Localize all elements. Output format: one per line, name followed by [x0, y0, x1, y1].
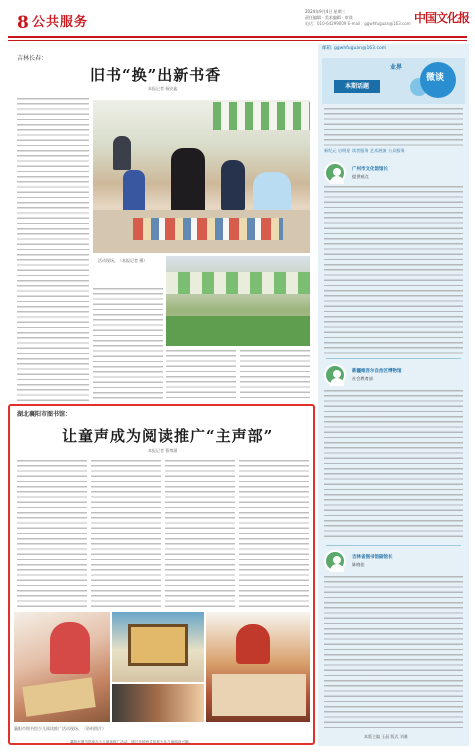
contributor-title: 社会教育部 — [352, 376, 373, 381]
contributor-title: 提供观点 — [352, 174, 369, 179]
contributor-name: 新疆维吾尔自治区博物馆 — [352, 369, 402, 374]
paper-logo: 中国文化报 — [414, 11, 470, 25]
feature-body-column — [165, 460, 235, 608]
feature-kicker: 湖北襄阳市图书馆： — [17, 411, 72, 418]
masthead-rule — [8, 36, 467, 38]
article-body-column — [240, 350, 310, 400]
feature-footer-note: 襄阳市图书馆举办少儿阅读推广活动，通过多种形式培养少年儿童阅读兴趣。 — [70, 740, 193, 744]
masthead-rule-thin — [8, 40, 467, 41]
article-kicker: 吉林长春： — [17, 55, 48, 62]
storytelling-board-photo — [112, 612, 204, 682]
sidebar-footer: 本版主编 王晶 版式 刘雅 — [364, 734, 408, 739]
contributor-avatar-icon — [324, 364, 346, 386]
child-reading-photo — [14, 612, 110, 722]
contributor-text — [324, 390, 463, 540]
feature-byline: 本报记者 曹博涵 — [148, 448, 178, 453]
masthead — [0, 0, 475, 40]
sidebar-email: 邮箱: ggwhfuguan@163.com — [322, 46, 387, 51]
contributor-text — [324, 186, 463, 354]
contributor-title: 陈晓佳 — [352, 562, 365, 567]
feature-body-column — [91, 460, 161, 608]
article-body-column — [17, 98, 89, 403]
reading-corner-photo — [112, 684, 204, 722]
feature-body-column — [17, 460, 87, 608]
book-swap-photo — [93, 100, 310, 253]
article-body-column — [93, 288, 163, 400]
article-byline: 本报记者 杨安鑫 — [148, 86, 178, 91]
page-number: 8 — [17, 13, 29, 33]
feature-caption: 襄阳市图书馆少儿阅读推广活动现场。（资料图片） — [14, 726, 106, 731]
contributor-text — [324, 576, 463, 728]
sidebar-brand-large: 微谈 — [426, 73, 445, 83]
sidebar-tags: 新纪元 启明星 读者服务 艺术展演 公众服务 — [324, 148, 405, 153]
sidebar-brand-small: 业界 — [390, 64, 403, 71]
contributor-avatar-icon — [324, 162, 346, 184]
photo-caption: 活动现场。（本报记者 摄） — [98, 258, 148, 263]
sidebar-intro-text — [324, 108, 463, 148]
craft-activity-photo — [206, 612, 310, 722]
sidebar-divider — [326, 358, 461, 359]
feature-body-column — [239, 460, 309, 608]
article-headline: 旧书“换”出新书香 — [90, 66, 222, 84]
sidebar-topic-tab: 本期话题 — [334, 80, 380, 93]
market-stalls-photo — [166, 256, 310, 346]
contributor-name: 吉林省图书馆副馆长 — [352, 555, 393, 560]
article-body-column — [166, 350, 236, 400]
issue-date: 2024年9月4日 星期三 — [305, 9, 346, 14]
sidebar-divider — [326, 545, 461, 546]
feature-headline: 让童声成为阅读推广“主声部” — [62, 427, 274, 445]
issue-contact: 电话：010-64299009 E-mail：ggwhfuguan@163.com — [305, 21, 411, 26]
contributor-name: 广州市文化馆馆长 — [352, 167, 388, 172]
contributor-avatar-icon — [324, 550, 346, 572]
section-title: 公共服务 — [32, 15, 89, 30]
issue-staff: 责任编辑 · 美术编辑 · 审读 — [305, 15, 353, 20]
